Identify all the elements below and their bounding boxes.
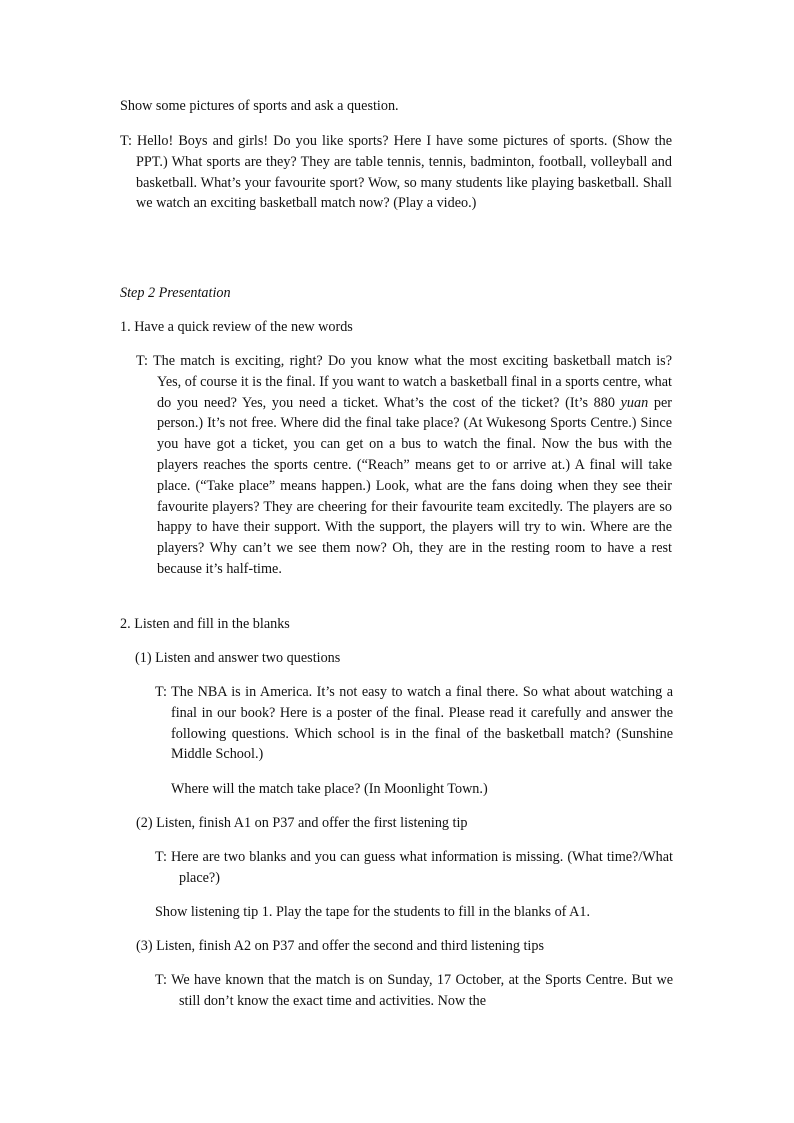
teacher-paragraph-review	[136, 351, 672, 580]
subsection-2-heading: (2) Listen, finish A1 on P37 and offer the first listening tip	[136, 815, 468, 831]
subsection-3-heading: (3) Listen, finish A2 on P37 and offer the second and third listening tips	[136, 938, 544, 954]
teacher-paragraph-warmup: T: Hello! Boys and girls! Do you like sports? Here I have some pictures of sports. (Show the PPT.) What sports are they? They are table tennis, tennis, badminton, football, volleyball and basketball. What’s your favourite sport? Wow, so many students like playing basketball. Shall we watch an exciting basketball match now? (Play a video.)	[120, 133, 672, 212]
section-2-heading: 2. Listen and fill in the blanks	[120, 616, 290, 632]
subsection-1-heading: (1) Listen and answer two questions	[135, 650, 341, 666]
yuan-term: yuan	[620, 394, 649, 411]
review-text-part-1: T: The match is exciting, right? Do you know what the most exciting basketball match is? Yes, of course it is the final. If you want to watch a basketball final in a sports centre, what do you need? Yes, you need a ticket. What’s the cost of the ticket? (It’s 880	[136, 353, 672, 411]
teacher-paragraph-nba: T: The NBA is in America. It’s not easy to watch a final there. So what about watching a final in our book? Here is a poster of the final. Please read it carefully and answer the following questions. Which school is in the final of the basketball match? (Sunshine Middle School.)	[155, 684, 673, 763]
listening-tip-1-line: Show listening tip 1. Play the tape for the students to fill in the blanks of A1.	[155, 904, 591, 920]
step-2-heading: Step 2 Presentation	[120, 285, 231, 301]
intro-line: Show some pictures of sports and ask a question.	[120, 98, 399, 114]
teacher-paragraph-blanks: T: Here are two blanks and you can guess what information is missing. (What time?/What place?)	[155, 849, 673, 886]
section-1-heading: 1. Have a quick review of the new words	[120, 319, 353, 335]
teacher-paragraph-sunday: T: We have known that the match is on Sunday, 17 October, at the Sports Centre. But we still don’t know the exact time and activities. Now the	[155, 972, 673, 1009]
review-text-part-2: per person.) It’s not free. Where did the final take place? (At Wukesong Sports Centre.) Since you have got a ticket, you can get on a bus to watch the final. Now the bus with the players reaches the sports centre. (“Reach” means get to or arrive at.) A final will take place. (“Take place” means happen.) Look, what are the fans doing when they see their favourite players? They are cheering for their favourite team excitedly. The players are so happy to have their support. With the support, the players will try to win. Where are the players? Why can’t we see them now? Oh, they are in the resting room to have a rest because it’s half-time.	[157, 394, 672, 577]
question-match-place: Where will the match take place? (In Moonlight Town.)	[171, 781, 488, 797]
